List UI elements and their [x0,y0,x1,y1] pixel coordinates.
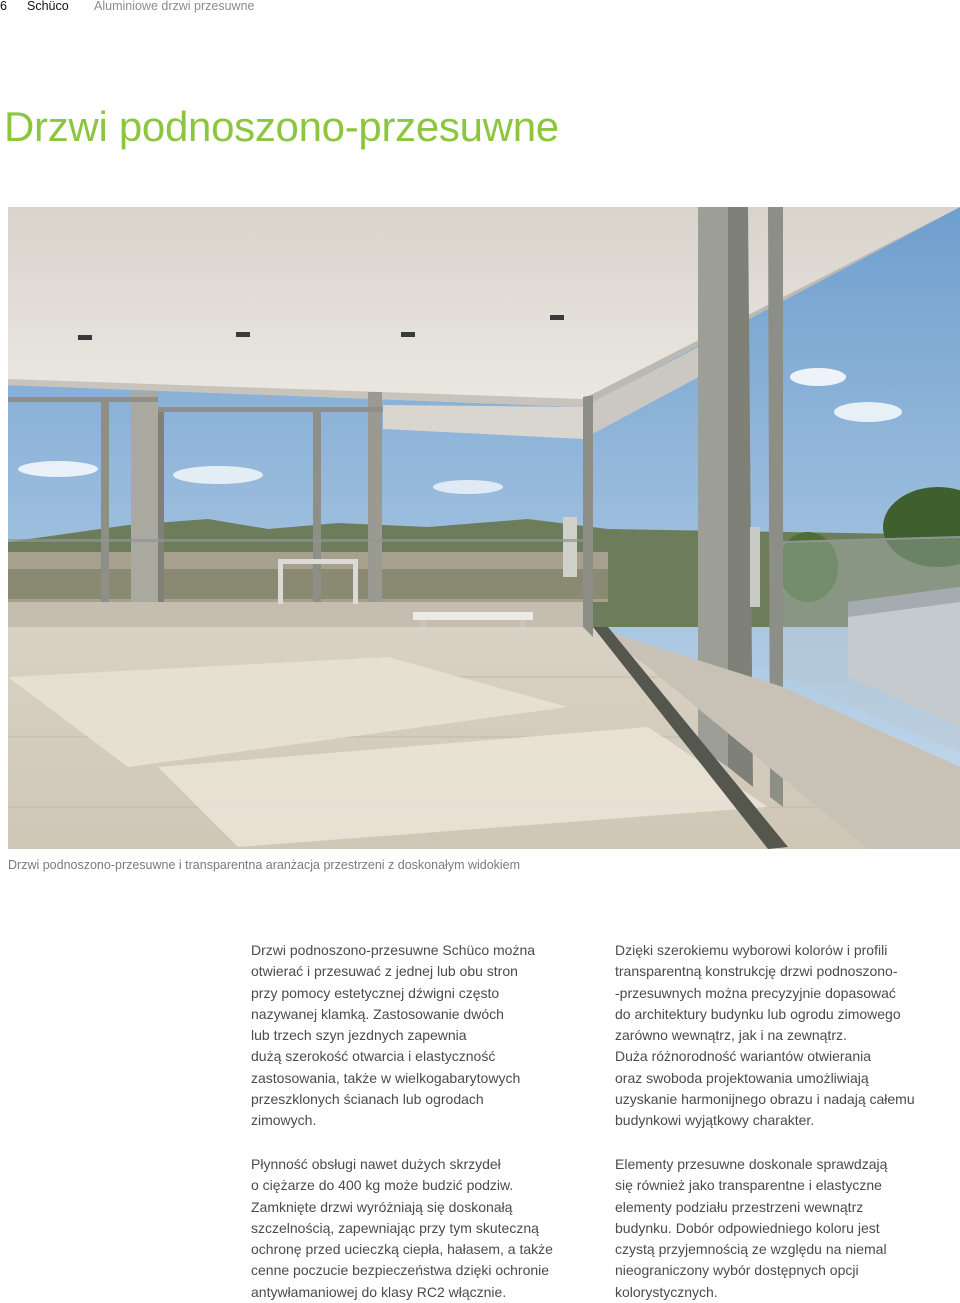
text-line: czystą przyjemnością ze względu na niemal [615,1241,887,1258]
text-line: Drzwi podnoszono-przesuwne Schüco można [251,942,536,958]
col1-paragraph1 [251,940,596,1132]
text-line: antywłamaniowej do klasy RC2 włącznie. [251,1283,507,1300]
header-subtitle: Aluminiowe drzwi przesuwne [94,0,255,13]
col2-paragraph2 [615,1154,960,1303]
text-line: zimowych. [251,1112,317,1129]
text-line: lub trzech szyn jezdnych zapewnia [251,1027,467,1044]
text-line: otwierać i przesuwać z jednej lub obu stron [251,963,518,980]
text-line: Duża różnorodność wariantów otwierania [615,1048,872,1065]
col2-paragraph1 [615,940,960,1132]
interior-photo [8,207,960,849]
text-line: nieograniczony wybór dostępnych opcji [615,1262,859,1279]
page-number: 6 [0,0,7,13]
text-line: kolorystycznych. [615,1283,718,1300]
page-title: Drzwi podnoszono-przesuwne [4,103,559,150]
text-line: przy pomocy estetycznej dźwigni często [251,984,500,1001]
text-line: nazywanej klamką. Zastosowanie dwóch [251,1005,504,1022]
text-line: zarówno wewnątrz, jak i na zewnątrz. [615,1027,847,1044]
text-line: zastosowania, także w wielkogabarytowych [251,1069,521,1086]
text-line: cenne poczucie bezpieczeństwa dzięki ochronie [251,1262,550,1279]
text-line: Elementy przesuwne doskonale sprawdzają [615,1156,888,1172]
text-line: się również jako transparentne i elastyczne [615,1177,882,1194]
text-line: o ciężarze do 400 kg może budzić podziw. [251,1177,514,1194]
text-line: uzyskanie harmonijnego obrazu i nadają całemu [615,1091,915,1108]
col1-paragraph2 [251,1154,596,1303]
text-line: Dzięki szerokiemu wyborowi kolorów i profili [615,942,888,958]
text-line: szczelnością, zapewniając przy tym skuteczną [251,1219,539,1236]
text-line: ochronę przed ucieczką ciepła, hałasem, a także [251,1241,553,1258]
text-line: budynku. Dobór odpowiedniego koloru jest [615,1219,880,1236]
text-line: przeszklonych ścianach lub ogrodach [251,1091,484,1108]
text-line: dużą szerokość otwarcia i elastyczność [251,1048,496,1065]
text-line: elementy podziału przestrzeni wewnątrz [615,1198,864,1215]
text-line: -przesuwnych można precyzyjnie dopasować [615,984,896,1001]
text-line: transparentną konstrukcję drzwi podnoszono- [615,963,898,980]
photo-caption: Drzwi podnoszono-przesuwne i transparentna aranżacja przestrzeni z doskonałym widokiem [8,858,521,872]
text-line: Płynność obsługi nawet dużych skrzydeł [251,1156,501,1172]
brand-name: Schüco [27,0,69,13]
text-line: do architektury budynku lub ogrodu zimowego [615,1005,901,1022]
text-line: oraz swoboda projektowania umożliwiają [615,1069,869,1086]
text-line: Zamknięte drzwi wyróżniają się doskonałą [251,1198,513,1215]
text-line: budynkowi wyjątkowy charakter. [615,1112,815,1129]
